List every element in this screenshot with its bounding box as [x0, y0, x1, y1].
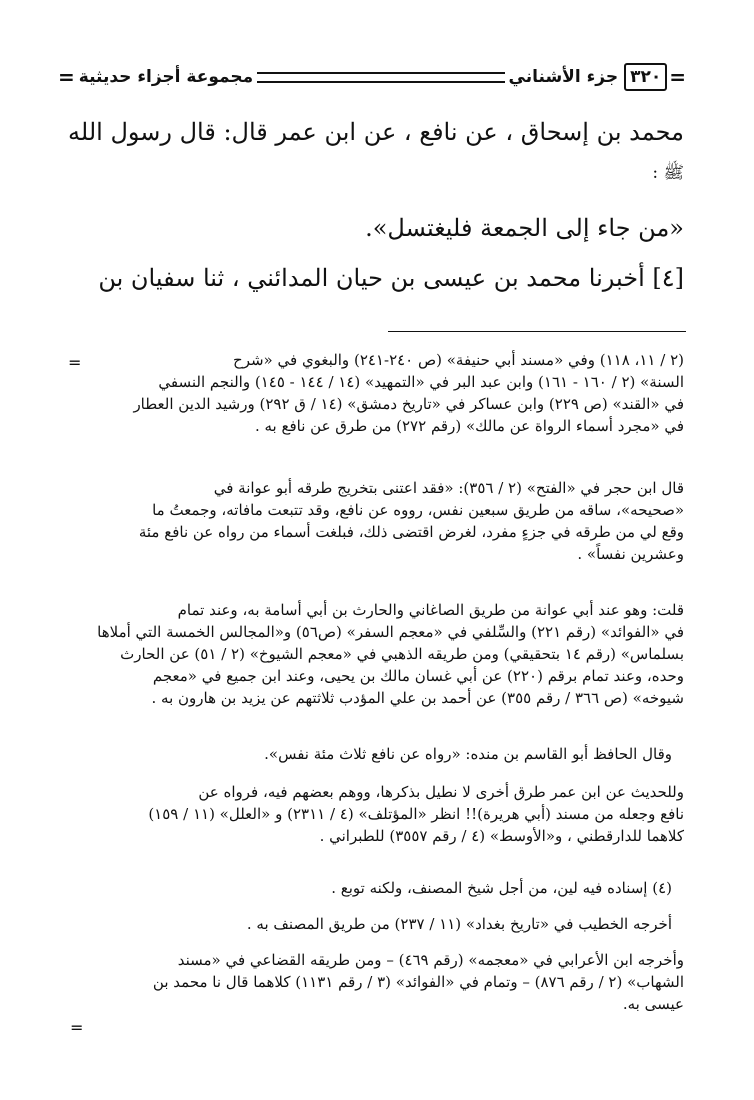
fn-line: بسلماس» (رقم ١٤ بتحقيقي) ومن طريقه الذهبي في «معجم الشيوخ» (٢ / ٥١) عن الحارث: [120, 645, 684, 663]
fn-line: قال ابن حجر في «الفتح» (٢ / ٣٥٦): «فقد اعتنى بتخريج طرقه أبو عوانة في: [213, 479, 684, 497]
footnote-para-2: [139, 477, 684, 565]
header-mark-right: =: [669, 65, 686, 89]
fn-line: أخرجه الخطيب في «تاريخ بغداد» (١١ / ٢٣٧) من طريق المصنف به .: [246, 915, 672, 933]
fn-line: (٢ / ١١، ١١٨) وفي «مسند أبي حنيفة» (ص ٢٤٠-٢٤١) والبغوي في «شرح: [233, 351, 684, 369]
footnote-4: [331, 877, 672, 899]
fn-line: وأخرجه ابن الأعرابي في «معجمه» (رقم ٤٦٩) – ومن طريقه القضاعي في «مسند: [177, 951, 684, 969]
continuation-mark: =: [68, 353, 82, 372]
fn-line: وللحديث عن ابن عمر طرق أخرى لا نطيل بذكرها، ووهم بعضهم فيه، فرواه عن: [198, 783, 684, 801]
fn-line: الشهاب» (٢ / رقم ٨٧٦) – وتمام في «الفوائد» (٣ / رقم ١١٣١) كلاهما قال نا محمد بن: [152, 973, 684, 991]
salla-ligature: ﷺ :: [652, 163, 684, 183]
main-line-1: محمد بن إسحاق ، عن نافع ، عن ابن عمر قال: قال رسول الله: [68, 118, 684, 146]
fn-line: شيوخه» (ص ٣٦٦ / رقم ٣٥٥) عن أحمد بن علي المؤدب ثلاثتهم عن يزيد بن هارون به .: [151, 689, 684, 707]
fn-line: نافع وجعله من مسند (أبي هريرة)!! انظر «المؤتلف» (٤ / ٢٣١١) و «العلل» (١١ / ١٥٩): [148, 805, 684, 823]
fn-line: وقال الحافظ أبو القاسم بن منده: «رواه عن نافع ثلاث مئة نفس».: [264, 745, 672, 763]
footnote-4-source: [247, 913, 672, 935]
fn-line: وقع لي من طرقه في جزءٍ مفرد، لغرض اقتضى ذلك، فبلغت أسماء من رواه عن نافع مئة: [138, 523, 684, 541]
fn-line: في «القند» (ص ٢٢٩) وابن عساكر في «تاريخ دمشق» (١٤ / ق ٢٩٢) ورشيد الدين العطار: [133, 395, 684, 413]
fn-line: وعشرين نفساً» .: [577, 545, 684, 563]
part-title: جزء الأشناني: [508, 67, 619, 87]
footnote-para-1: [133, 349, 684, 437]
fn-line: (٤) إسناده فيه لين، من أجل شيخ المصنف، ولكنه توبع .: [331, 879, 672, 897]
running-header: [58, 60, 686, 94]
header-rule-right: [257, 72, 504, 83]
fn-line: كلاهما للدارقطني ، و«الأوسط» (٤ / رقم ٣٥٥٧) للطبراني .: [319, 827, 684, 845]
main-line-2: [652, 156, 684, 187]
main-line-4: [٤] أخبرنا محمد بن عيسى بن حيان المدائني ، ثنا سفيان بن: [98, 264, 684, 292]
fn-line: في «الفوائد» (رقم ٢٢١) والسِّلفي في «معجم السفر» (ص٥٦) و«المجالس الخمسة التي أملاها: [97, 623, 684, 641]
header-mark-left: =: [58, 65, 75, 89]
end-continuation-mark: =: [70, 1018, 84, 1037]
page-number: ٣٢٠: [624, 63, 667, 91]
fn-line: قلت: وهو عند أبي عوانة من طريق الصاغاني والحارث بن أبي أسامة به، وعند تمام: [177, 601, 684, 619]
footnote-4-extra: [153, 949, 684, 1015]
fn-line: وحده، وعند تمام برقم (٢٢٠) عن أبي غسان مالك بن يحيى، وعند ابن جميع في «معجم: [152, 667, 684, 685]
footnote-para-4: [264, 743, 672, 765]
footnote-separator: [388, 331, 686, 332]
footnote-para-5: [148, 781, 684, 847]
fn-line: السنة» (٢ / ١٦٠ - ١٦١) وابن عبد البر في «التمهيد» (١٤ / ١٤٤ - ١٤٥) والنجم النسفي: [158, 373, 684, 391]
fn-line: عيسى به.: [622, 995, 684, 1013]
hadith-quote: «من جاء إلى الجمعة فليغتسل».: [365, 214, 684, 242]
collection-title: مجموعة أجزاء حديثية: [78, 67, 254, 87]
fn-line: «صحيحه»، ساقه من طريق سبعين نفس، رووه عن نافع، وقد تتبعت مافاته، وجمعتُ ما: [152, 501, 684, 519]
footnote-para-3: [97, 599, 684, 709]
fn-line: في «مجرد أسماء الرواة عن مالك» (رقم ٢٧٢) من طرق عن نافع به .: [254, 417, 684, 435]
